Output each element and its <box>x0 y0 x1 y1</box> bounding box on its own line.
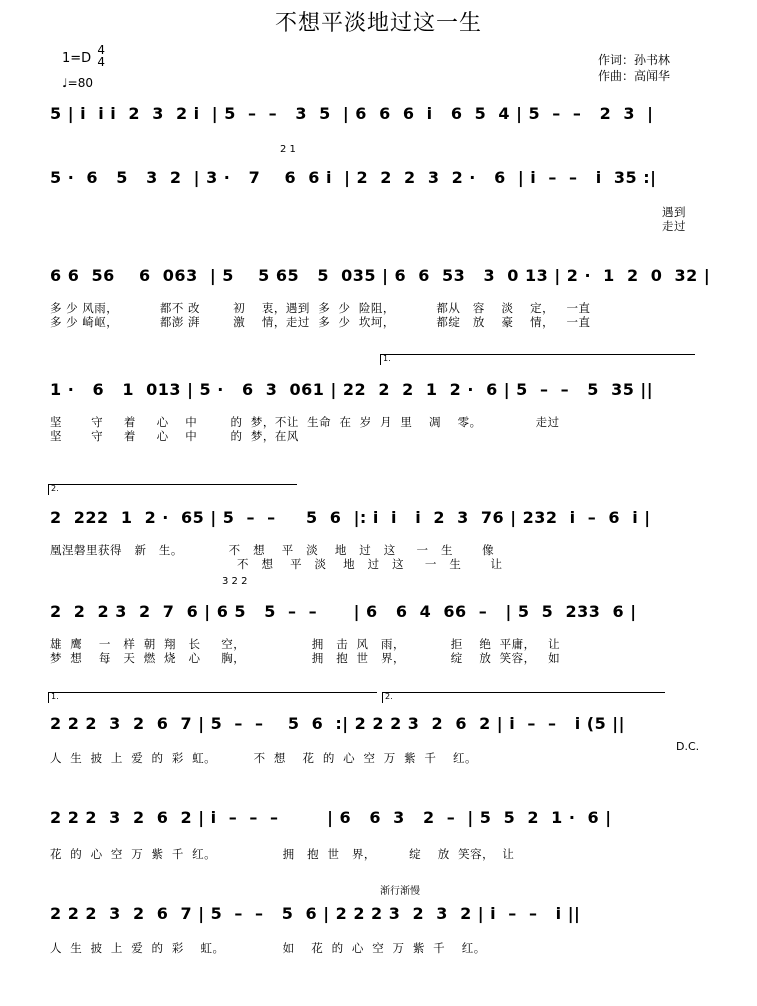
lyric-line-1: 雄 鹰 一 样 朝 翔 长 空， 拥 击 风 雨， 拒 绝 平庸， 让 <box>50 637 561 651</box>
lyric-line-1: 多 少 风雨， 都不 改 初 衷，遇到 多 少 险阻， 都从 容 淡 定， 一直 <box>50 301 591 315</box>
lyric-line-1: 人 生 披 上 爱 的 彩 虹。 不 想 花 的 心 空 万 紫 千 红。 <box>50 751 477 765</box>
notes-line: 6 6 56 6 063 | 5 5 65 5 035 | 6 6 53 3 0 13 | 2 · 1 2 0 32 | <box>50 266 711 285</box>
composer: 作曲：高闻华 <box>598 69 671 83</box>
lyric-line-1: 人 生 披 上 爱 的 彩 虹。 如 花 的 心 空 万 紫 千 红。 <box>50 941 486 955</box>
key-label: 1=D <box>62 51 92 66</box>
upper-voice-mark: 2 1 <box>280 144 296 155</box>
time-top: 4 <box>97 43 105 57</box>
notes-line: 2 2 2 3 2 6 7 | 5 – – 5 6 :| 2 2 2 3 2 6 2 | i – – i (5 || <box>50 714 625 733</box>
credits <box>598 52 670 84</box>
notes-line: 2 222 1 2 · 65 | 5 – – 5 6 |: i i i 2 3 76 | 232 i – 6 i | <box>50 508 651 527</box>
lyric-line-2: 不 想 平 淡 地 过 这 一 生 让 <box>50 557 503 571</box>
lyric-line-2: 梦 想 每 天 燃 烧 心 胸， 拥 抱 世 界， 绽 放 笑容， 如 <box>50 651 561 665</box>
volta-first-b: 1. <box>48 692 377 703</box>
tempo-mark: ♩=80 <box>62 76 93 90</box>
volta-second-b: 2. <box>382 692 665 703</box>
lyricist: 作词：孙书林 <box>598 53 671 67</box>
time-bottom: 4 <box>97 55 105 69</box>
side-lyric-2: 走过 <box>662 219 686 233</box>
notes-line: 2 2 2 3 2 7 6 | 6 5 5 – – | 6 6 4 66 – | 5 5 233 6 | <box>50 602 637 621</box>
volta-first: 1. <box>380 354 695 365</box>
dc-mark: D.C. <box>676 740 700 753</box>
notes-line: 1 · 6 1 013 | 5 · 6 3 061 | 22 2 2 1 2 · 6 | 5 – – 5 35 || <box>50 380 654 399</box>
side-lyric-1: 遇到 <box>662 205 686 219</box>
tempo-change-mark: 渐行渐慢 <box>380 886 420 897</box>
lyric-line-2: 多 少 崎岖， 都澎 湃 激 情，走过 多 少 坎坷， 都绽 放 豪 情， 一直 <box>50 315 591 329</box>
notes-line: 5 · 6 5 3 2 | 3 · 7 6 6 i | 2 2 2 3 2 · 6 | i – – i 35 :| <box>50 168 657 187</box>
upper-voice-mark: 3 2 2 <box>222 576 248 587</box>
notes-line: 2 2 2 3 2 6 2 | i – – – | 6 6 3 2 – | 5 5 2 1 · 6 | <box>50 808 612 827</box>
volta-second: 2. <box>48 484 297 495</box>
key-signature <box>62 44 105 68</box>
lyric-line-1: 花 的 心 空 万 紫 千 红。 拥 抱 世 界， 绽 放 笑容， 让 <box>50 847 515 861</box>
lyric-line-1: 坚 守 着 心 中 的 梦，不让 生命 在 岁 月 里 凋 零。 走过 <box>50 415 560 429</box>
notes-line: 2 2 2 3 2 6 7 | 5 – – 5 6 | 2 2 2 3 2 3 2 | i – – i || <box>50 904 581 923</box>
lyric-line-2: 坚 守 着 心 中 的 梦，在风 <box>50 429 299 443</box>
notes-line: 5 | i i i 2 3 2 i | 5 – – 3 5 | 6 6 6 i 6 5 4 | 5 – – 2 3 | <box>50 104 654 123</box>
lyric-line-1: 凰涅磐里获得 新 生。 不 想 平 淡 地 过 这 一 生 像 <box>50 543 495 557</box>
time-signature <box>97 44 105 68</box>
page-title: 不想平淡地过这一生 <box>274 11 482 36</box>
